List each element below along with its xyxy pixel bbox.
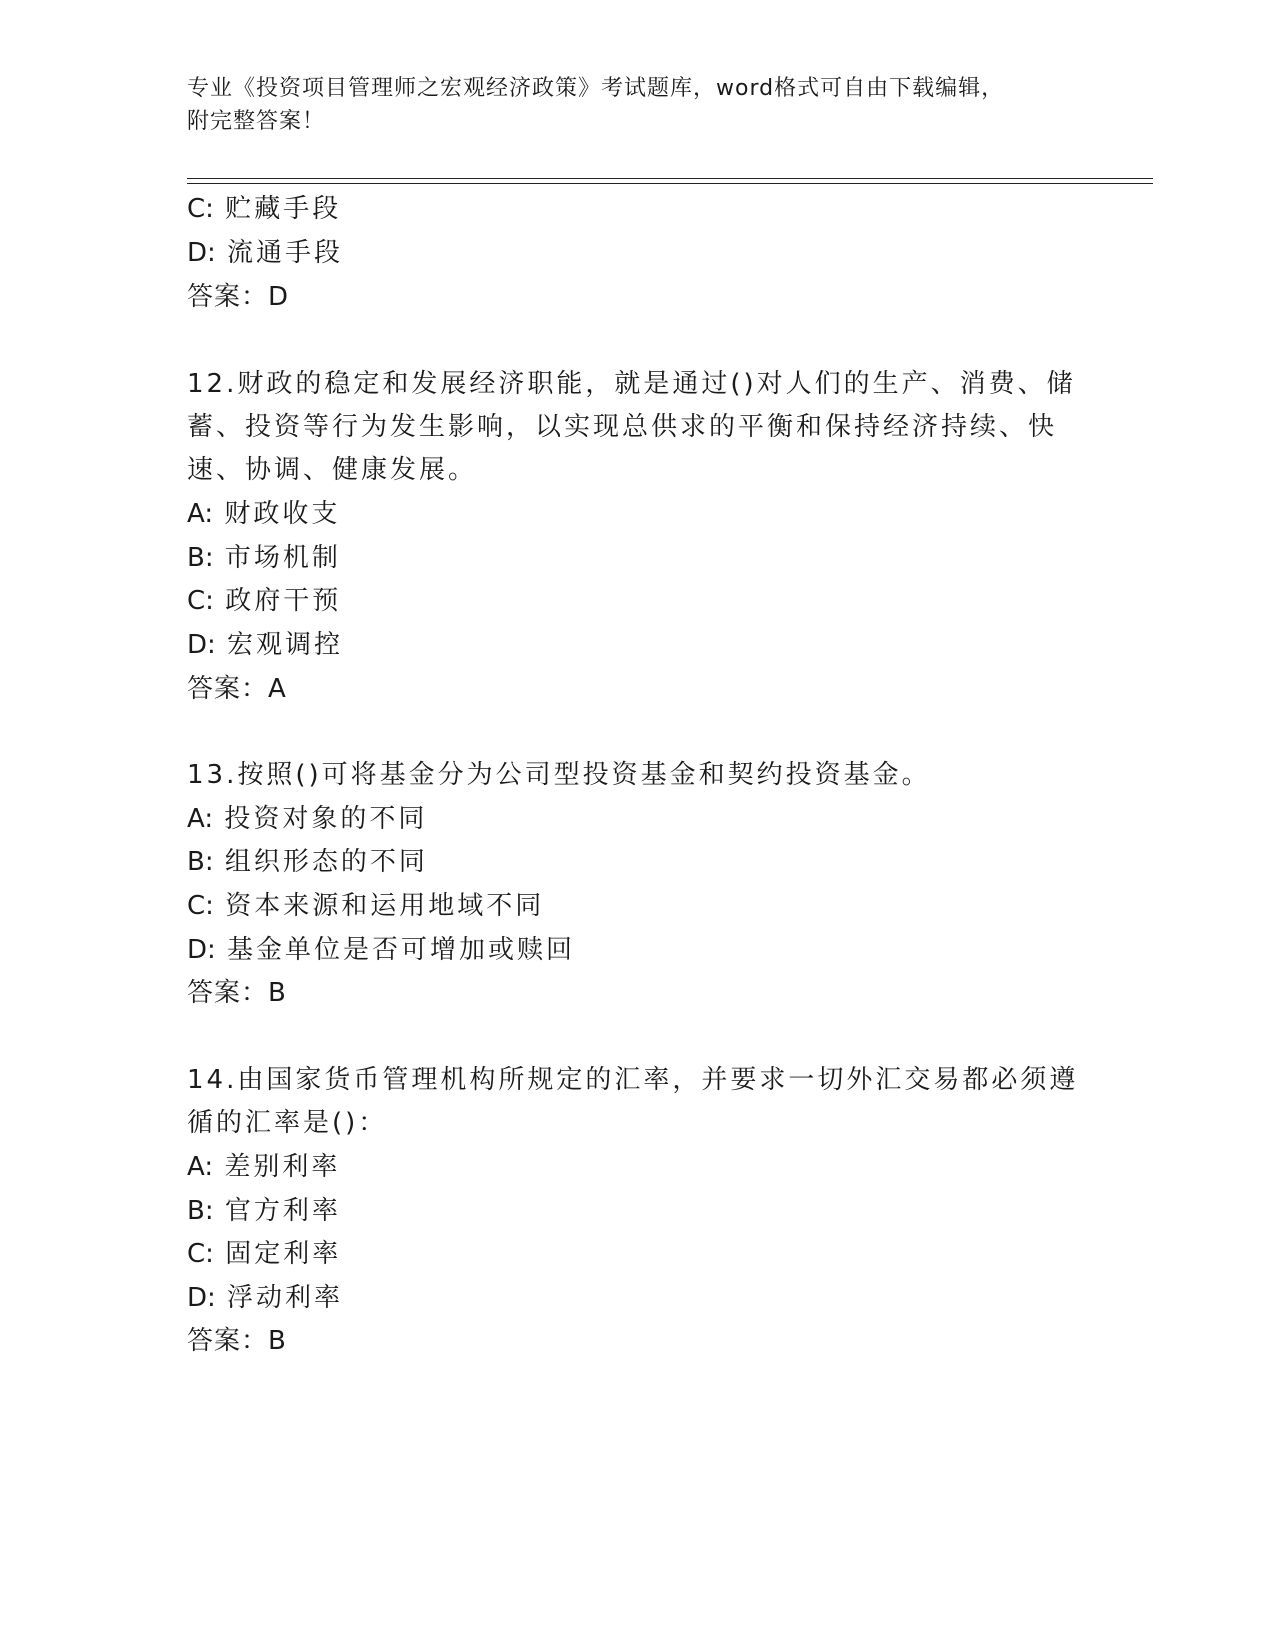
question-12-option-c: C: 政府干预 [187, 586, 342, 616]
option-c: C: 贮藏手段 [187, 194, 342, 224]
question-12-option-b: B: 市场机制 [187, 543, 341, 573]
question-13-option-a: A: 投资对象的不同 [187, 804, 428, 834]
header-line-2: 附完整答案！ [187, 109, 326, 134]
question-14-option-b: B: 官方利率 [187, 1196, 341, 1226]
document-header [187, 72, 1087, 138]
answer: 答案：D [187, 282, 290, 312]
question-12-option-a: A: 财政收支 [187, 499, 341, 529]
question-14-option-c: C: 固定利率 [187, 1239, 342, 1269]
question-13-line-1: 13.按照()可将基金分为公司型投资基金和契约投资基金。 [187, 760, 931, 790]
question-14-option-a: A: 差别利率 [187, 1152, 341, 1182]
question-12-line-3: 速、协调、健康发展。 [187, 455, 478, 485]
question-12-answer: 答案：A [187, 674, 287, 704]
header-divider-top [187, 178, 1153, 179]
header-line-1: 专业《投资项目管理师之宏观经济政策》考试题库，word格式可自由下载编辑， [187, 76, 1005, 101]
question-14-line-1: 14.由国家货币管理机构所规定的汇率，并要求一切外汇交易都必须遵 [187, 1065, 1079, 1095]
question-12-option-d: D: 宏观调控 [187, 630, 344, 660]
question-14-line-2: 循的汇率是()： [187, 1108, 388, 1138]
question-13-option-d: D: 基金单位是否可增加或赎回 [187, 935, 576, 965]
question-12-line-1: 12.财政的稳定和发展经济职能，就是通过()对人们的生产、消费、储 [187, 369, 1076, 399]
question-13-answer: 答案：B [187, 978, 287, 1008]
question-12-line-2: 蓄、投资等行为发生影响，以实现总供求的平衡和保持经济持续、快 [187, 412, 1058, 442]
header-divider-bottom [187, 183, 1153, 184]
question-14-option-d: D: 浮动利率 [187, 1283, 344, 1313]
question-14-answer: 答案：B [187, 1326, 287, 1356]
question-13-option-c: C: 资本来源和运用地域不同 [187, 891, 545, 921]
option-d: D: 流通手段 [187, 238, 344, 268]
question-13-option-b: B: 组织形态的不同 [187, 847, 428, 877]
